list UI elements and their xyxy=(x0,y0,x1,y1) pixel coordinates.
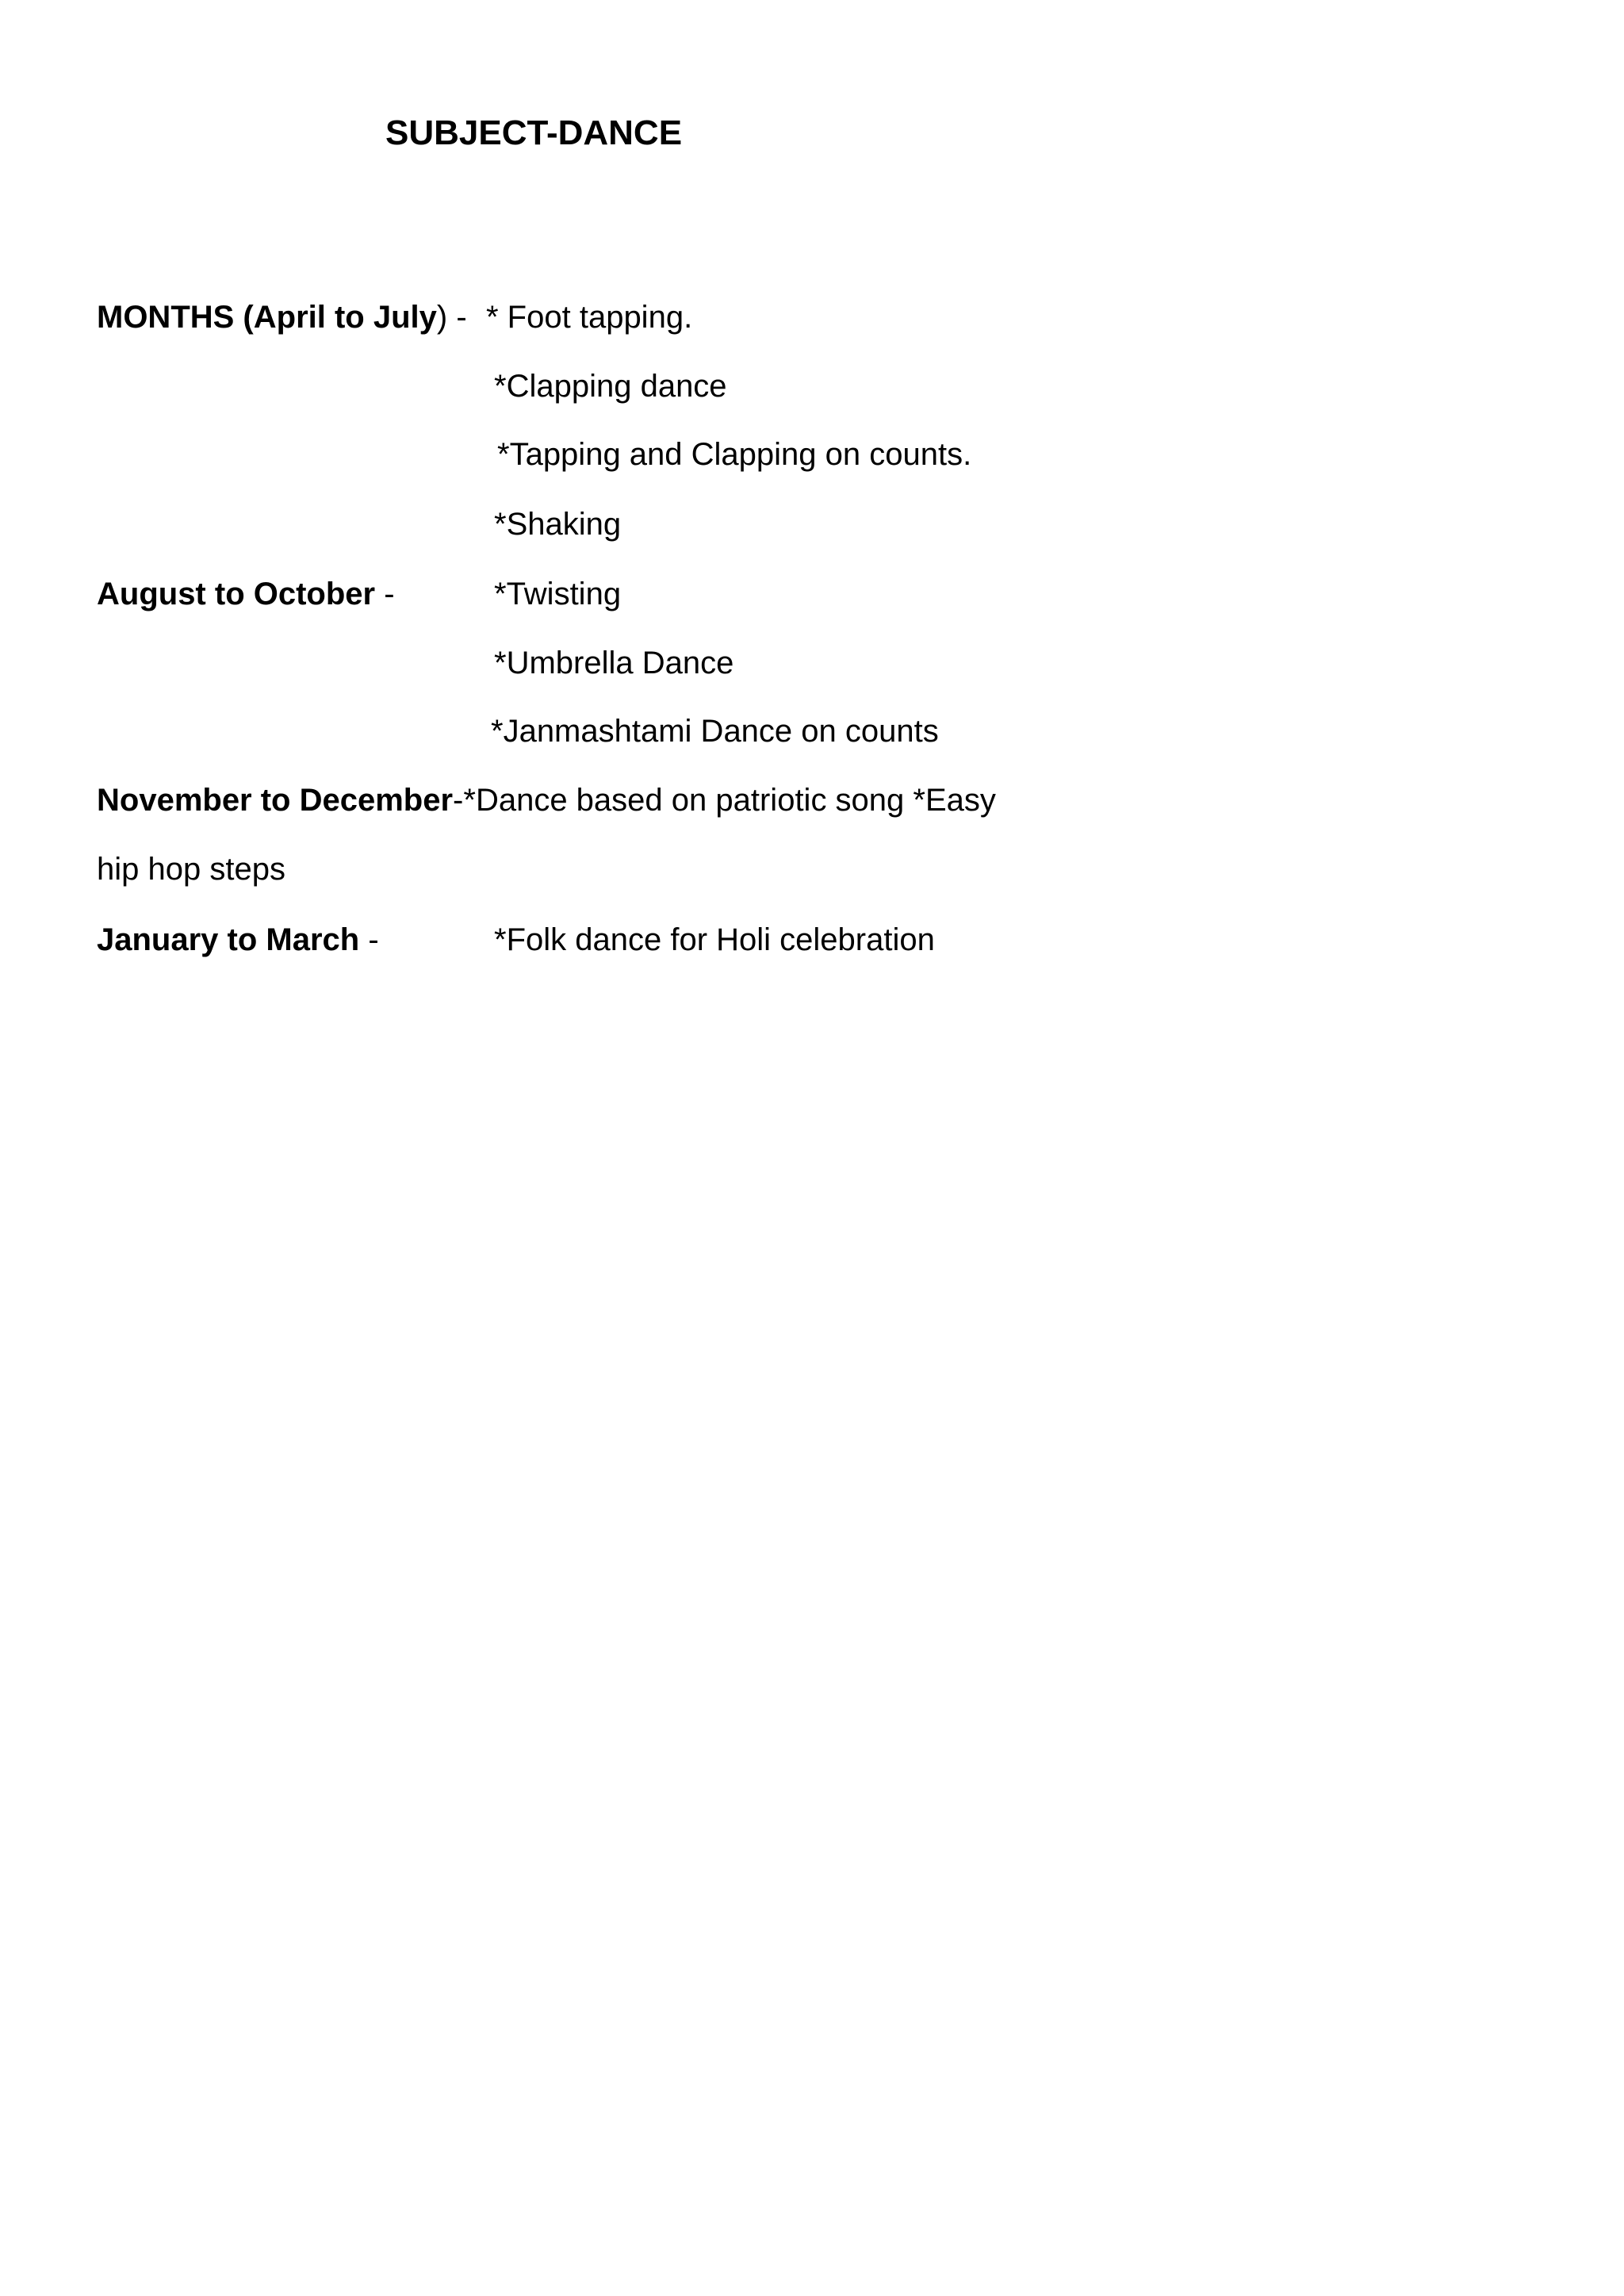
period-name: August to October xyxy=(97,577,376,611)
period-separator: ) - xyxy=(436,300,467,335)
activity-item: *Dance based on patriotic song *Easy xyxy=(463,783,996,818)
period-label-august-october xyxy=(97,572,395,616)
activity-item: *Twisting xyxy=(494,577,622,611)
activity-continuation: hip hop steps xyxy=(97,852,285,887)
activity-item: *Janmashtami Dance on counts xyxy=(491,714,939,749)
activity-item: *Umbrella Dance xyxy=(494,646,734,680)
activity-item: *Clapping dance xyxy=(494,369,727,404)
period-name: MONTHS (April to July xyxy=(97,300,437,335)
activity-item: *Folk dance for Holi celebration xyxy=(494,922,935,957)
period-name: January to March xyxy=(97,922,360,957)
page-title: SUBJECT-DANCE xyxy=(385,113,683,152)
period-separator: - xyxy=(359,922,379,957)
activity-item: * Foot tapping. xyxy=(486,300,693,335)
period-label-april-july xyxy=(97,295,467,339)
period-separator: - xyxy=(453,783,464,818)
period-name: November to December xyxy=(97,783,454,818)
period-separator: - xyxy=(375,577,395,611)
activity-item: *Tapping and Clapping on counts. xyxy=(497,437,972,472)
activity-item: *Shaking xyxy=(494,507,622,542)
period-label-january-march xyxy=(97,918,379,962)
period-label-november-december xyxy=(97,778,996,822)
